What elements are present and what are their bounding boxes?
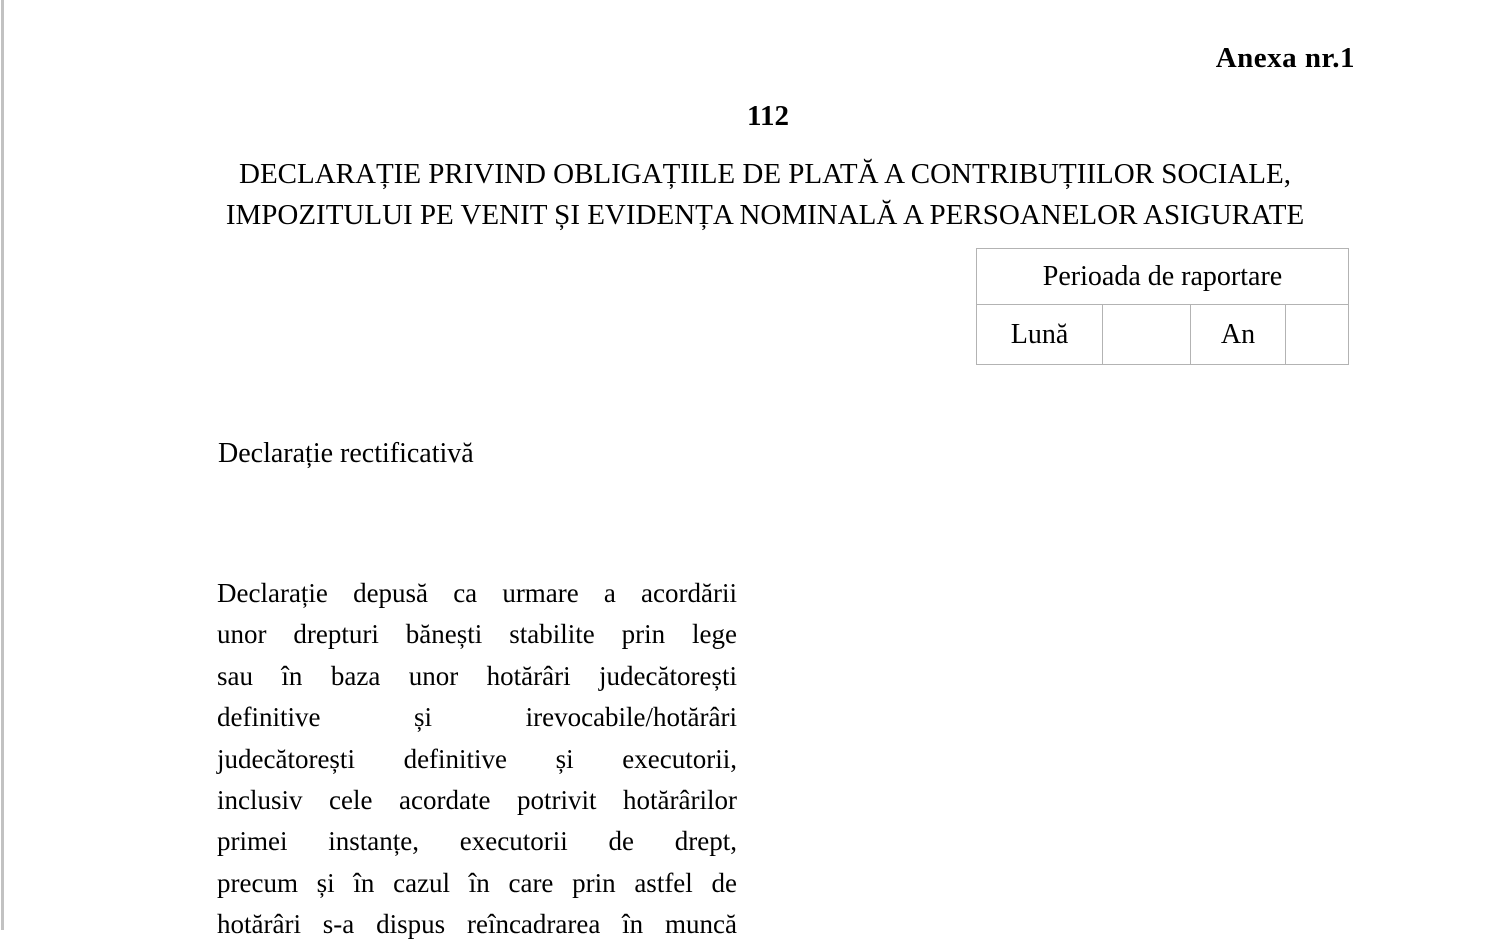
declaration-paragraph (217, 573, 737, 946)
document-title-line-2: IMPOZITULUI PE VENIT ȘI EVIDENȚA NOMINALĂ A PERSOANELOR ASIGURATE (225, 199, 1305, 231)
paragraph-line: definitive și irevocabile/hotărâri (217, 702, 737, 733)
year-value-field[interactable] (1286, 305, 1349, 365)
paragraph-line: inclusiv cele acordate potrivit hotărârilor (217, 785, 737, 816)
rectificative-declaration-label: Declarație rectificativă (218, 438, 474, 469)
paragraph-line: sau în baza unor hotărâri judecătorești (217, 660, 737, 691)
year-label-cell: An (1191, 305, 1286, 365)
paragraph-line: unor drepturi bănești stabilite prin lege (217, 619, 737, 650)
paragraph-line: primei instanțe, executorii de drept, (217, 826, 737, 857)
paragraph-line: precum și în cazul în care prin astfel de (217, 867, 737, 898)
paragraph-line: judecătorești definitive și executorii, (217, 743, 737, 774)
paragraph-line: hotărâri s-a dispus reîncadrarea în muncă (217, 909, 737, 940)
month-value-field[interactable] (1103, 305, 1191, 365)
reporting-period-value-row (977, 305, 1349, 365)
page-edge-divider (1, 0, 4, 930)
document-title-line-1: DECLARAȚIE PRIVIND OBLIGAȚIILE DE PLATĂ A CONTRIBUȚIILOR SOCIALE, (239, 158, 1291, 190)
reporting-period-table (976, 248, 1349, 365)
reporting-period-header-row (977, 249, 1349, 305)
month-label-cell: Lună (977, 305, 1103, 365)
annex-label: Anexa nr.1 (1215, 42, 1355, 74)
form-number: 112 (747, 100, 789, 132)
paragraph-line: Declarație depusă ca urmare a acordării (217, 578, 737, 608)
document-title (145, 154, 1385, 236)
reporting-period-header: Perioada de raportare (977, 249, 1349, 305)
